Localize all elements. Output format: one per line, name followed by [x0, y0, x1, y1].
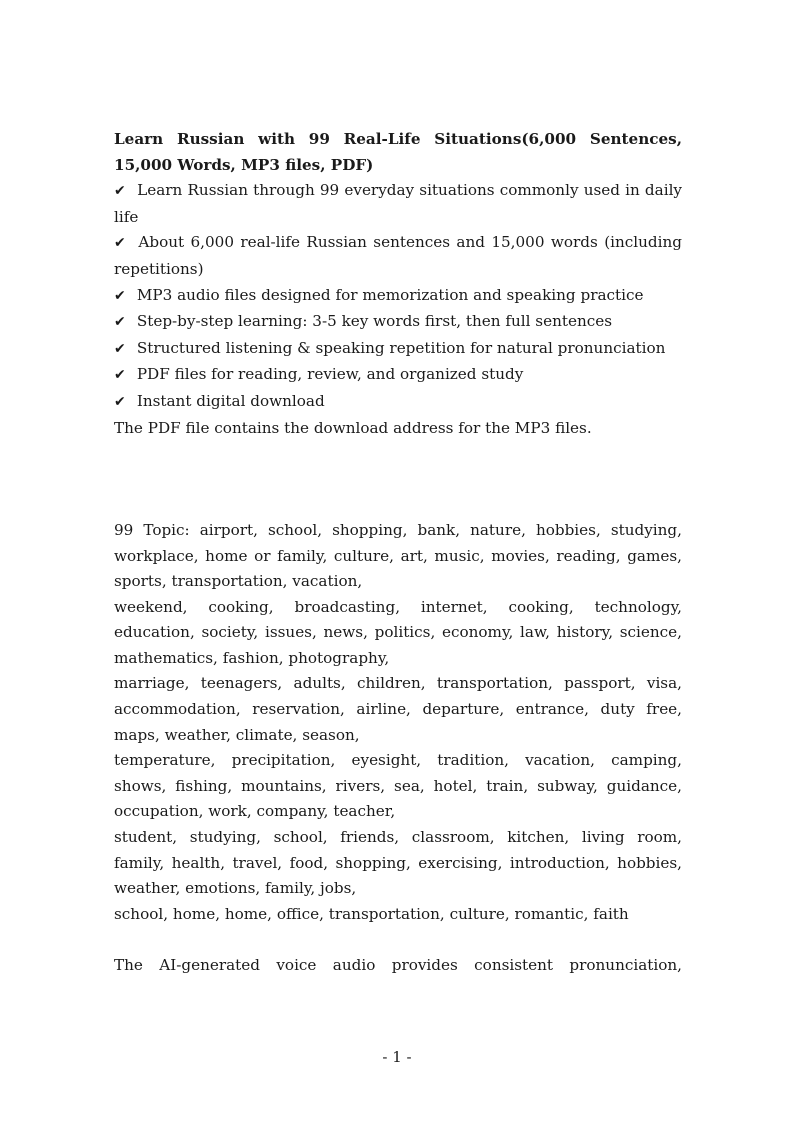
check-icon: ✔ [114, 287, 126, 304]
spacer [114, 441, 682, 518]
document-body [114, 127, 682, 979]
topic-list [114, 518, 682, 928]
feature-text: Step-by-step learning: 3-5 key words first, then full sentences [136, 312, 613, 331]
feature-text: PDF files for reading, review, and organized study [136, 365, 524, 384]
closing-paragraph: The AI-generated voice audio provides consistent pronunciation, [114, 956, 682, 975]
feature-item [114, 230, 682, 282]
topic-paragraph: temperature, precipitation, eyesight, tradition, vacation, camping, shows, fishing, mountains, rivers, sea, hotel, train, subway, guidance, occupation, work, company, teacher, [114, 751, 682, 821]
feature-text: MP3 audio files designed for memorization and speaking practice [136, 285, 644, 304]
feature-text: Learn Russian through 99 everyday situations commonly used in daily life [114, 181, 683, 226]
feature-item [114, 336, 682, 363]
topic-paragraph: school, home, home, office, transportation, culture, romantic, faith [114, 904, 629, 923]
check-icon: ✔ [114, 314, 126, 331]
topic-paragraph: 99 Topic: airport, school, shopping, bank, nature, hobbies, studying, workplace, home or family, culture, art, music, movies, reading, games, sports, transportation, vacation, [114, 520, 682, 591]
spacer [114, 927, 682, 953]
page-number: - 1 - [382, 1048, 412, 1066]
feature-text: Structured listening & speaking repetition for natural pronunciation [136, 338, 666, 357]
feature-item [114, 178, 682, 230]
feature-text: Instant digital download [136, 391, 325, 410]
feature-item [114, 283, 682, 310]
topic-paragraph: student, studying, school, friends, classroom, kitchen, living room, family, health, travel, food, shopping, exercising, introduction, hobbies, weather, emotions, family, jobs, [114, 828, 682, 898]
download-note: The PDF file contains the download address for the MP3 files. [114, 418, 592, 437]
feature-list [114, 178, 682, 415]
check-icon: ✔ [114, 235, 126, 252]
document-title: Learn Russian with 99 Real-Life Situations(6,000 Sentences, 15,000 Words, MP3 files, PDF) [114, 130, 682, 174]
check-icon: ✔ [114, 340, 126, 357]
topic-paragraph: marriage, teenagers, adults, children, transportation, passport, visa, accommodation, reservation, airline, departure, entrance, duty free, maps, weather, climate, season, [114, 674, 682, 744]
feature-item [114, 389, 682, 416]
topic-paragraph: weekend, cooking, broadcasting, internet, cooking, technology, education, society, issues, news, politics, economy, law, history, science, mathematics, fashion, photography, [114, 597, 682, 667]
feature-item [114, 309, 682, 336]
feature-item [114, 362, 682, 389]
feature-text: About 6,000 real-life Russian sentences and 15,000 words (including repetitions) [114, 233, 682, 278]
check-icon: ✔ [114, 367, 126, 384]
check-icon: ✔ [114, 393, 126, 410]
check-icon: ✔ [114, 183, 126, 200]
